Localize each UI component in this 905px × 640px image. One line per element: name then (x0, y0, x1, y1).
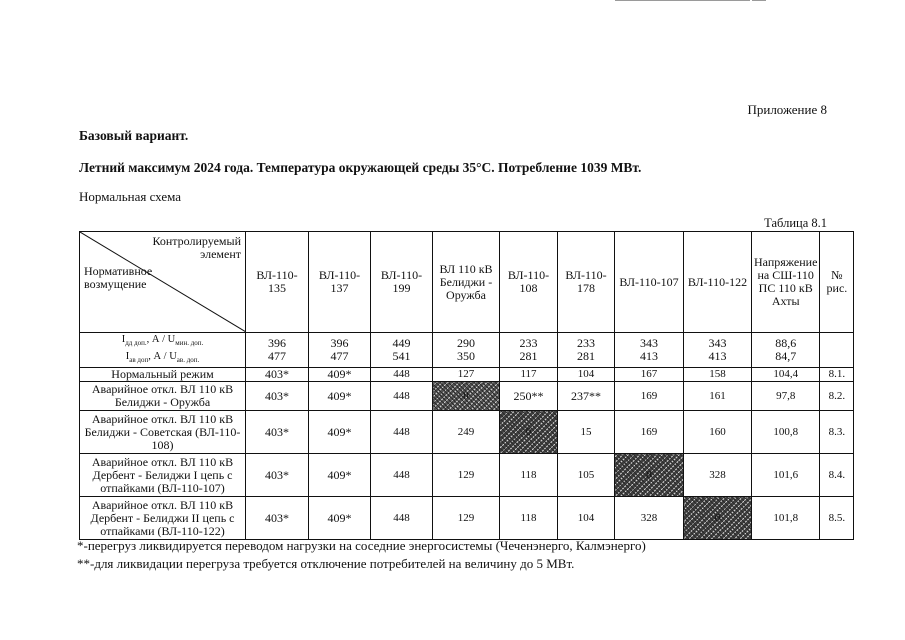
disconnected-line-cell: 0 (433, 382, 500, 411)
row-label: Аварийное откл. ВЛ 110 кВ Дербент - Белиджи I цепь с отпайками (ВЛ-110-107) (80, 454, 246, 497)
value-cell: 158 (684, 368, 752, 382)
value-cell: 403* (246, 411, 309, 454)
column-header: ВЛ 110 кВ Белиджи - Оружба (433, 232, 500, 333)
value-cell: 101,6 (752, 454, 820, 497)
limit-cell: 233 281 (500, 333, 558, 368)
corner-element-label: Контролируемый элемент (152, 234, 241, 261)
value-cell: 97,8 (752, 382, 820, 411)
value-cell: 409* (309, 454, 371, 497)
value-cell: 104 (558, 497, 615, 540)
limits-label-1: $I_{дд доп.}$, А / $U_{мин. доп.}$ (121, 334, 204, 348)
value-cell: 448 (371, 497, 433, 540)
value-cell: 403* (246, 368, 309, 382)
value-cell: 403* (246, 497, 309, 540)
limit-cell: 396 477 (246, 333, 309, 368)
value-cell: 448 (371, 368, 433, 382)
row-label: Аварийное откл. ВЛ 110 кВ Белиджи - Советская (ВЛ-110-108) (80, 411, 246, 454)
figure-ref: 8.2. (820, 382, 854, 411)
scheme-label: Нормальная схема (79, 189, 182, 204)
value-cell: 403* (246, 454, 309, 497)
value-cell: 249 (433, 411, 500, 454)
table-corner-cell (80, 232, 246, 333)
value-cell: 117 (500, 368, 558, 382)
table-row (80, 497, 854, 540)
value-cell: 160 (684, 411, 752, 454)
limit-cell: 343 413 (684, 333, 752, 368)
value-cell: 127 (433, 368, 500, 382)
figure-ref: 8.1. (820, 368, 854, 382)
limit-cell: 233 281 (558, 333, 615, 368)
value-cell: 448 (371, 454, 433, 497)
value-cell: 448 (371, 411, 433, 454)
table-row (80, 382, 854, 411)
value-cell: 15 (558, 411, 615, 454)
disconnected-line-cell: 0 (500, 411, 558, 454)
scan-top-rule (615, 0, 750, 1)
column-header: ВЛ-110-107 (615, 232, 684, 333)
value-cell: 237** (558, 382, 615, 411)
disconnected-line-cell: 0 (684, 497, 752, 540)
value-cell: 104,4 (752, 368, 820, 382)
value-cell: 409* (309, 382, 371, 411)
limit-cell: 396 477 (309, 333, 371, 368)
figure-ref: 8.4. (820, 454, 854, 497)
limit-cell: 88,6 84,7 (752, 333, 820, 368)
value-cell: 409* (309, 497, 371, 540)
value-cell: 118 (500, 497, 558, 540)
column-header: Напряжение на СШ-110 ПС 110 кВ Ахты (752, 232, 820, 333)
value-cell: 409* (309, 411, 371, 454)
row-label: Аварийное откл. ВЛ 110 кВ Дербент - Белиджи II цепь с отпайками (ВЛ-110-122) (80, 497, 246, 540)
table-header-row (80, 232, 854, 333)
appendix-label: Приложение 8 (747, 102, 827, 117)
limit-cell: 449 541 (371, 333, 433, 368)
value-cell: 448 (371, 382, 433, 411)
value-cell: 101,8 (752, 497, 820, 540)
value-cell: 105 (558, 454, 615, 497)
value-cell: 100,8 (752, 411, 820, 454)
value-cell: 403* (246, 382, 309, 411)
limits-label-2: $I_{ав доп}$, А / $U_{ав. доп.}$ (125, 351, 200, 365)
document-title: Базовый вариант. (79, 128, 189, 143)
figure-ref: 8.3. (820, 411, 854, 454)
limit-cell: 290 350 (433, 333, 500, 368)
footnote-double-star: **-для ликвидации перегруза требуется отключение потребителей на величину до 5 МВт. (77, 556, 575, 571)
column-header: ВЛ-110-178 (558, 232, 615, 333)
limits-row (80, 333, 854, 368)
disconnected-line-cell: 0 (615, 454, 684, 497)
column-header: ВЛ-110-199 (371, 232, 433, 333)
table-row (80, 411, 854, 454)
footnote-single-star: *-перегруз ликвидируется переводом нагрузки на соседние энергосистемы (Чеченэнерго, Калмэнерго) (77, 538, 646, 553)
load-flow-table (79, 231, 854, 540)
value-cell: 129 (433, 454, 500, 497)
value-cell: 129 (433, 497, 500, 540)
column-header: ВЛ-110-137 (309, 232, 371, 333)
value-cell: 118 (500, 454, 558, 497)
corner-perturbation-label: Нормативное возмущение (84, 264, 153, 291)
column-header: ВЛ-110-108 (500, 232, 558, 333)
value-cell: 167 (615, 368, 684, 382)
limit-cell: 343 413 (615, 333, 684, 368)
value-cell: 169 (615, 382, 684, 411)
figure-ref: 8.5. (820, 497, 854, 540)
value-cell: 250** (500, 382, 558, 411)
value-cell: 104 (558, 368, 615, 382)
column-header: ВЛ-110-135 (246, 232, 309, 333)
table-row (80, 454, 854, 497)
limit-cell-empty (820, 333, 854, 368)
table-row (80, 368, 854, 382)
document-subtitle: Летний максимум 2024 года. Температура окружающей среды 35°С. Потребление 1039 МВт. (79, 160, 642, 175)
column-header: ВЛ-110-122 (684, 232, 752, 333)
row-label: Нормальный режим (80, 368, 246, 382)
value-cell: 169 (615, 411, 684, 454)
value-cell: 328 (684, 454, 752, 497)
limits-label-cell (80, 333, 246, 368)
row-label: Аварийное откл. ВЛ 110 кВ Белиджи - Оружба (80, 382, 246, 411)
value-cell: 409* (309, 368, 371, 382)
value-cell: 328 (615, 497, 684, 540)
column-header: № рис. (820, 232, 854, 333)
scan-top-rule-fragment (752, 0, 766, 1)
value-cell: 161 (684, 382, 752, 411)
table-number: Таблица 8.1 (764, 216, 827, 230)
